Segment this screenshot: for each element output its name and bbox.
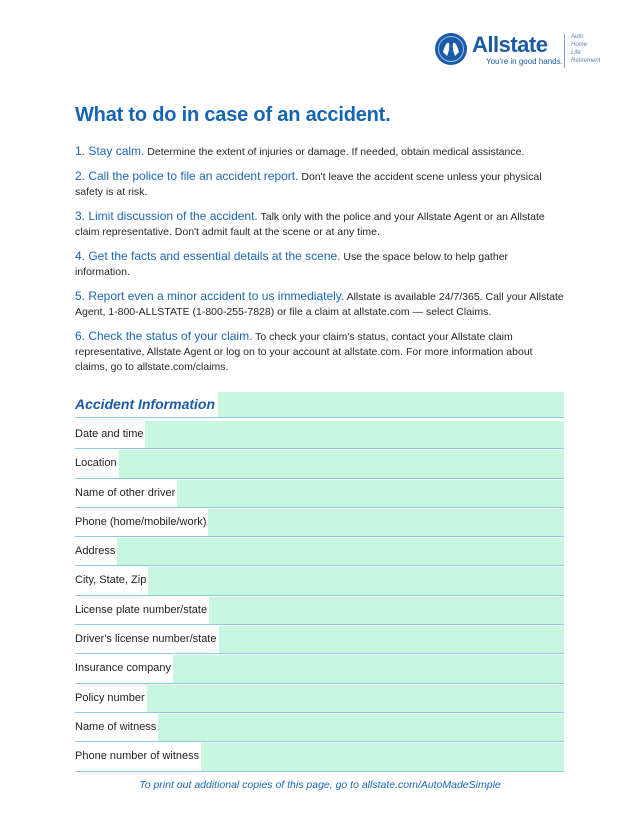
step-lead: 1. Stay calm. [75, 144, 145, 158]
field-label: Name of witness [75, 714, 158, 741]
step-item [75, 209, 565, 240]
step-item [75, 289, 565, 320]
brand-tagline: You're in good hands. [486, 57, 563, 66]
step-text: Determine the extent of injuries or damage. If needed, obtain medical assistance. [147, 146, 525, 158]
step-text: Talk only with the police and your Allstate Agent or an Allstate claim representative. Don't admit fault at the scene or at any time. [75, 211, 545, 238]
city-state-zip-field[interactable] [75, 567, 564, 594]
step-lead: 6. Check the status of your claim. [75, 329, 253, 343]
form-header [75, 392, 564, 418]
hands-logo-icon [434, 32, 468, 66]
footer-note: To print out additional copies of this page, go to allstate.com/AutoMadeSimple [139, 779, 501, 791]
form-row-witness-name [75, 713, 564, 742]
step-text: Use the space below to help gather information. [75, 251, 509, 278]
form-row-insurance-company [75, 654, 564, 683]
step-item [75, 249, 565, 280]
brand-name: Allstate [472, 32, 548, 57]
field-label: City, State, Zip [75, 567, 148, 594]
field-label: Insurance company [75, 655, 173, 682]
field-label: License plate number/state [75, 597, 209, 624]
step-item [75, 144, 565, 160]
form-row-date-and-time [75, 420, 564, 449]
step-text: Allstate is available 24/7/365. Call your Allstate Agent, 1-800-ALLSTATE (1-800-255-7828) or file a claim at allstate.com — select Claims. [75, 291, 564, 318]
field-label: Driver's license number/state [75, 626, 219, 653]
page-title: What to do in case of an accident. [75, 104, 391, 126]
field-label: Phone number of witness [75, 743, 201, 770]
field-label: Date and time [75, 421, 145, 448]
form-row-address [75, 537, 564, 566]
policy-number-field[interactable] [75, 685, 564, 712]
form-row-other-driver [75, 479, 564, 508]
step-lead: 3. Limit discussion of the accident. [75, 209, 258, 223]
form-row-phone [75, 508, 564, 537]
field-label: Name of other driver [75, 480, 177, 507]
date-and-time-field[interactable] [75, 421, 564, 448]
logo-divider [564, 34, 565, 68]
product-line: Retirement [571, 58, 601, 64]
form-row-location [75, 449, 564, 478]
field-label: Address [75, 538, 117, 565]
address-field[interactable] [75, 538, 564, 565]
field-label: Policy number [75, 685, 147, 712]
form-row-license-plate [75, 596, 564, 625]
form-row-policy-number [75, 684, 564, 713]
step-list [75, 144, 565, 384]
product-line: Life [571, 50, 581, 56]
step-text: Don't leave the accident scene unless your physical safety is at risk. [75, 171, 542, 198]
step-text: To check your claim's status, contact your Allstate claim representative, Allstate Agent or log on to your account at allstate.com. For more information about claims, go to allstate.com/claims. [75, 331, 533, 373]
product-line: Home [571, 42, 588, 48]
form-row-drivers-license [75, 625, 564, 654]
form-row-witness-phone [75, 742, 564, 771]
accident-info-form [75, 420, 564, 772]
step-item [75, 329, 565, 375]
step-lead: 5. Report even a minor accident to us immediately. [75, 289, 345, 303]
step-lead: 4. Get the facts and essential details at the scene. [75, 249, 341, 263]
form-row-city-state-zip [75, 566, 564, 595]
step-item [75, 169, 565, 200]
field-label: Location [75, 450, 119, 477]
step-lead: 2. Call the police to file an accident report. [75, 169, 299, 183]
field-label: Phone (home/mobile/work) [75, 509, 208, 536]
brand-product-lines [571, 33, 600, 65]
product-line: Auto [571, 34, 584, 40]
form-heading: Accident Information [75, 392, 218, 417]
location-field[interactable] [75, 450, 564, 477]
